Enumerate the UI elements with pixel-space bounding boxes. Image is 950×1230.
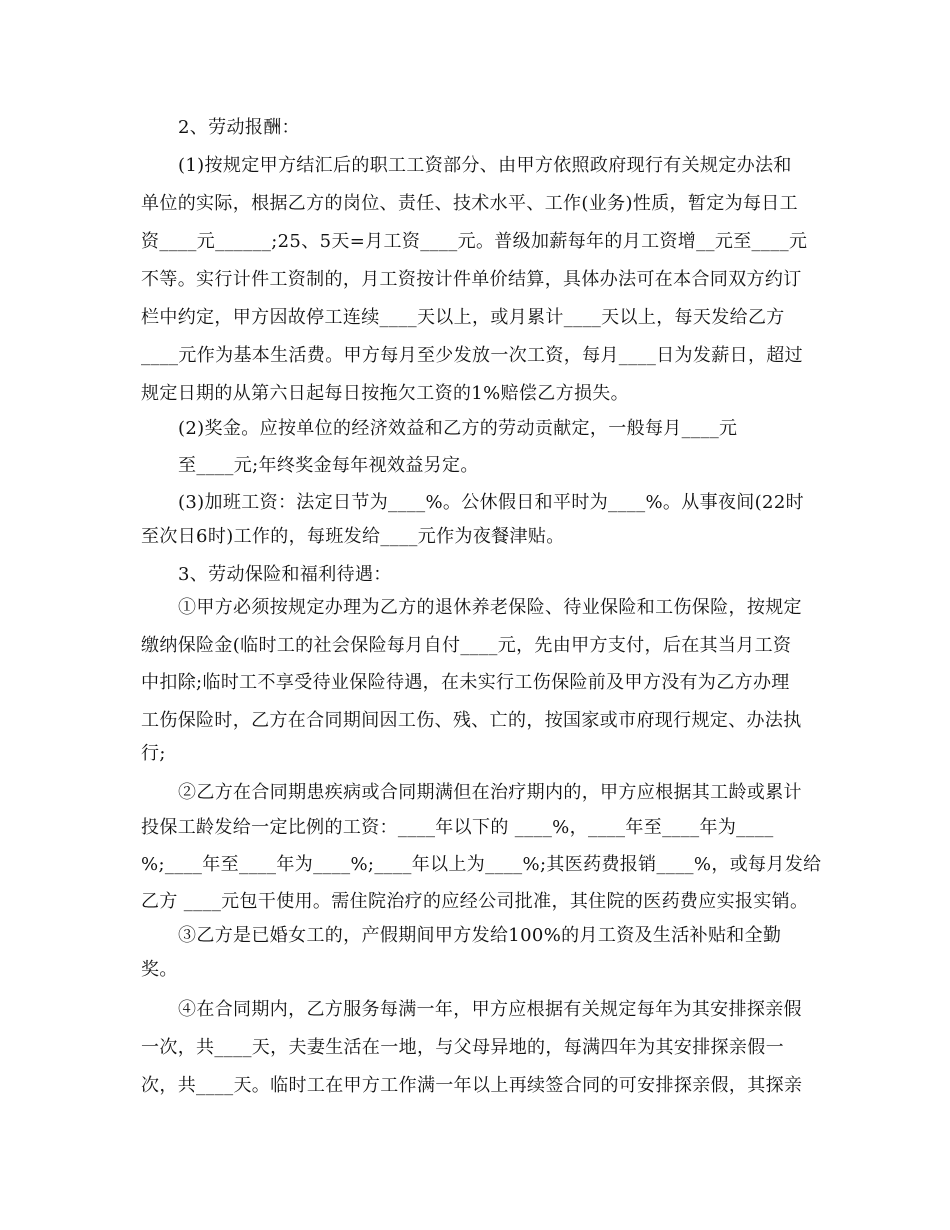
paragraph-line: 工伤保险时，乙方在合同期间因工伤、残、亡的，按国家或市府现行规定、办法执 bbox=[141, 710, 802, 731]
paragraph-line: 资____元______;25、5天=月工资____元。普级加薪每年的月工资增__元至____元 bbox=[141, 231, 808, 252]
paragraph-line: 不等。实行计件工资制的，月工资按计件单价结算，具体办法可在本合同双方约订 bbox=[141, 269, 802, 290]
paragraph-line: ②乙方在合同期患疾病或合同期满但在治疗期内的，甲方应根据其工龄或累计 bbox=[178, 782, 802, 803]
paragraph-line: 一次，共____天，夫妻生活在一地，与父母异地的，每满四年为其安排探亲假一 bbox=[141, 1037, 784, 1058]
paragraph-line: 奖。 bbox=[141, 959, 178, 980]
paragraph-line: 缴纳保险金(临时工的社会保险每月自付____元，先由甲方支付，后在其当月工资 bbox=[141, 635, 792, 656]
paragraph-line: 栏中约定，甲方因故停工连续____天以上，或月累计____天以上，每天发给乙方 bbox=[141, 307, 785, 328]
paragraph-line: (3)加班工资：法定日节为____%。公休假日和平时为____%。从事夜间(22时 bbox=[178, 492, 804, 513]
paragraph-line: 至次日6时)工作的，每班发给____元作为夜餐津贴。 bbox=[141, 526, 565, 547]
paragraph-line: 至____元;年终奖金每年视效益另定。 bbox=[178, 455, 479, 476]
paragraph-line: 次，共____天。临时工在甲方工作满一年以上再续签合同的可安排探亲假，其探亲 bbox=[141, 1075, 803, 1096]
paragraph-line: 单位的实际，根据乙方的岗位、责任、技术水平、工作(业务)性质，暂定为每日工 bbox=[141, 193, 798, 214]
paragraph-line: ①甲方必须按规定办理为乙方的退休养老保险、待业保险和工伤保险，按规定 bbox=[178, 597, 802, 618]
paragraph-line: %;____年至____年为____%;____年以上为____%;其医药费报销____%，或每月发给 bbox=[141, 854, 822, 875]
paragraph-line: 投保工龄发给一定比例的工资：____年以下的 ____%，____年至____年为____ bbox=[141, 817, 774, 838]
section-heading: 3、劳动保险和福利待遇： bbox=[178, 564, 392, 585]
paragraph-line: 乙方 ____元包干使用。需住院治疗的应经公司批准，其住院的医药费应实报实销。 bbox=[141, 891, 809, 912]
paragraph-line: (2)奖金。应按单位的经济效益和乙方的劳动贡献定，一般每月____元 bbox=[178, 418, 738, 439]
paragraph-line: ④在合同期内，乙方服务每满一年，甲方应根据有关规定每年为其安排探亲假 bbox=[178, 999, 802, 1020]
paragraph-line: 规定日期的从第六日起每日按拖欠工资的1%赔偿乙方损失。 bbox=[141, 383, 630, 404]
paragraph-line: 中扣除;临时工不享受待业保险待遇，在未实行工伤保险前及甲方没有为乙方办理 bbox=[141, 672, 790, 693]
paragraph-line: ③乙方是已婚女工的，产假期间甲方发给100%的月工资及生活补贴和全勤 bbox=[178, 925, 782, 946]
paragraph-line: 行; bbox=[141, 743, 166, 764]
paragraph-line: (1)按规定甲方结汇后的职工工资部分、由甲方依照政府现行有关规定办法和 bbox=[178, 155, 792, 176]
section-heading: 2、劳动报酬： bbox=[178, 117, 300, 138]
paragraph-line: ____元作为基本生活费。甲方每月至少发放一次工资，每月____日为发薪日，超过 bbox=[141, 345, 803, 366]
